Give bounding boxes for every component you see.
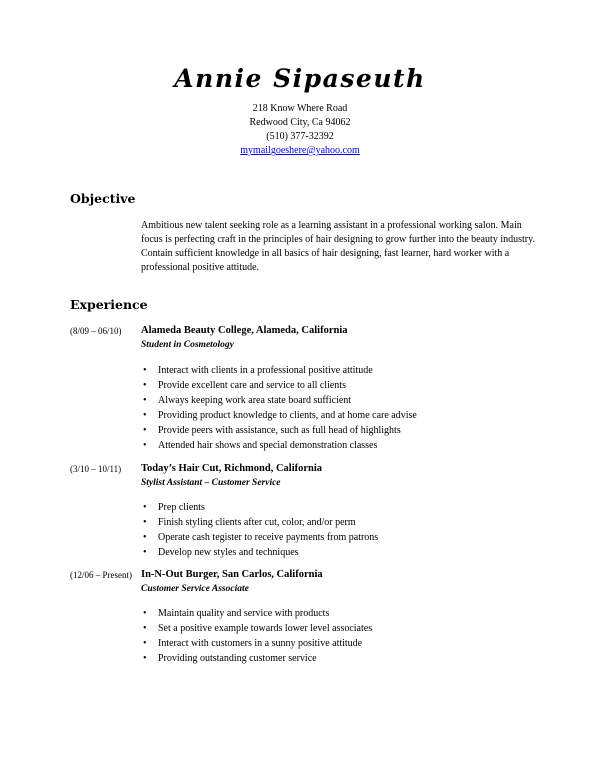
duty-item: • Always keeping work area state board sufficient [141, 393, 417, 408]
duty-item: • Provide excellent care and service to all clients [141, 378, 417, 393]
duty-item: • Develop new styles and techniques [141, 545, 378, 560]
job-duties-list [141, 500, 378, 560]
duty-item: • Interact with clients in a professional positive attitude [141, 363, 417, 378]
job-title: Alameda Beauty College, Alameda, California [141, 325, 348, 336]
job-dates: (12/06 – Present) [70, 570, 132, 580]
address-line: 218 Know Where Road [252, 103, 348, 114]
applicant-name: Annie Sipaseuth [174, 64, 426, 93]
duty-item: • Finish styling clients after cut, color, and/or perm [141, 515, 378, 530]
duty-item: • Set a positive example towards lower level associates [141, 621, 372, 636]
job-dates: (8/09 – 06/10) [70, 326, 122, 336]
duty-item: • Prep clients [141, 500, 378, 515]
job-title: Today’s Hair Cut, Richmond, California [141, 463, 323, 474]
job-title: In-N-Out Burger, San Carlos, California [141, 569, 323, 580]
objective-heading: Objective [70, 191, 136, 206]
duty-item: • Maintain quality and service with products [141, 606, 372, 621]
duty-item: • Attended hair shows and special demonstration classes [141, 438, 417, 453]
job-dates: (3/10 – 10/11) [70, 464, 122, 474]
duty-item: • Provide peers with assistance, such as full head of highlights [141, 423, 417, 438]
duty-item: • Interact with customers in a sunny positive attitude [141, 636, 372, 651]
experience-heading: Experience [70, 297, 148, 312]
email-link[interactable]: mymailgoeshere@yahoo.com [240, 145, 360, 156]
duty-item: • Providing product knowledge to clients, and at home care advise [141, 408, 417, 423]
duty-item: • Operate cash tegister to receive payments from patrons [141, 530, 378, 545]
job-duties-list [141, 363, 417, 453]
contact-block [0, 102, 600, 158]
phone-line: (510) 377-32392 [266, 131, 334, 142]
objective-text: Ambitious new talent seeking role as a learning assistant in a professional working salon. Main focus is perfecting craft in the principles of hair designing to grow further into the beauty industry. Contain sufficient knowledge in all basics of hair designing, fast learner, hard worker with a professional positive attitude. [141, 220, 535, 273]
job-role: Student in Cosmetology [141, 340, 234, 350]
duty-item: • Providing outstanding customer service [141, 651, 372, 666]
city-line: Redwood City, Ca 94062 [249, 117, 351, 128]
job-role: Stylist Assistant – Customer Service [141, 478, 281, 488]
job-duties-list [141, 606, 372, 666]
job-role: Customer Service Associate [141, 584, 249, 594]
